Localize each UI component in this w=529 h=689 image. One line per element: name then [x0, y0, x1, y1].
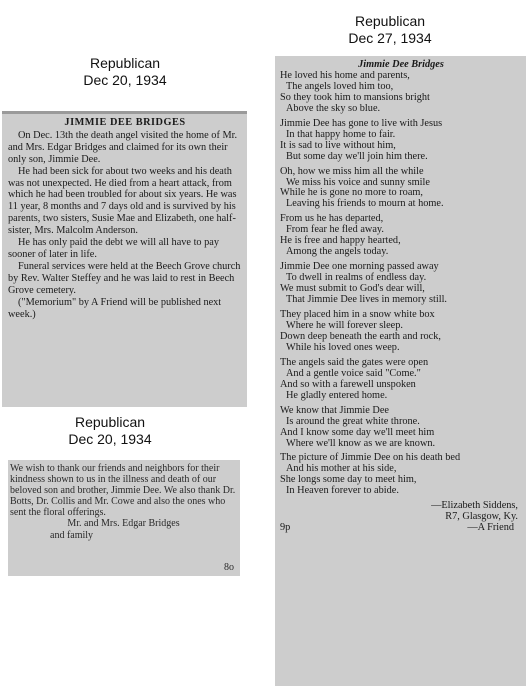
poem-line: While he is gone no more to roam, — [280, 187, 423, 199]
caption-paper: Republican — [74, 414, 146, 430]
poem-line: The picture of Jimmie Dee on his death bed — [280, 452, 461, 464]
poem-line: We must submit to God's dear will, — [280, 283, 425, 295]
poem-line: The angels loved him too, — [286, 80, 394, 92]
poem-line: Jimmie Dee one morning passed away — [280, 261, 439, 273]
poem-line: That Jimmie Dee lives in memory still. — [286, 294, 448, 306]
poem-line: Where we'll know as we are known. — [286, 437, 436, 449]
poem-line: So they took him to mansions bright — [280, 91, 430, 103]
poem-line: And a gentle voice said "Come." — [286, 367, 421, 379]
caption-paper: Republican — [354, 13, 426, 29]
poem-line: Above the sky so blue. — [286, 102, 381, 114]
poem-clipping — [275, 56, 526, 686]
poem-line: They placed him in a snow white box — [280, 309, 435, 321]
poem-line: And so with a farewell unspoken — [280, 378, 416, 390]
poem-line: Is around the great white throne. — [286, 415, 420, 427]
poem-line: Down deep beneath the earth and rock, — [280, 330, 441, 342]
poem-line: Jimmie Dee has gone to live with Jesus — [280, 117, 443, 129]
caption-obituary — [60, 55, 190, 89]
poem-line: And I know some day we'll meet him — [280, 426, 435, 438]
poem-stanza — [280, 119, 522, 163]
obituary-paragraph: ("Memorium" by A Friend will be published next week.) — [8, 296, 222, 320]
thanks-signature-family: and family — [50, 529, 94, 541]
poem-stanza — [280, 214, 522, 258]
thanks-signature: Mr. and Mrs. Edgar Bridges — [67, 518, 180, 530]
poem-line: Where he will forever sleep. — [286, 319, 403, 331]
caption-thanks — [45, 414, 175, 448]
caption-date: Dec 20, 1934 — [83, 72, 167, 88]
poem-stanza — [280, 310, 522, 354]
poem-line: We miss his voice and sunny smile — [286, 176, 430, 188]
card-of-thanks-clipping — [8, 460, 240, 576]
caption-date: Dec 27, 1934 — [348, 30, 432, 46]
obituary-paragraph: He had been sick for about two weeks and his death was not unexpected. He died from a heart attack, from which he had been troubled for about six years. He was 11 year, 8 months and 7 days old and is survived by his parents, two sisters, Susie Mae and Elizabeth, one half-sister, Mrs. Malcolm Anderson. — [8, 165, 237, 237]
caption-paper: Republican — [89, 55, 161, 71]
poem-footer — [280, 523, 522, 534]
obituary-paragraph: He has only paid the debt we will all have to pay sooner of later in life. — [8, 237, 220, 260]
thanks-code: 8o — [224, 561, 234, 573]
obituary-heading: JIMMIE DEE BRIDGES — [64, 117, 186, 128]
poem-line: From fear he fled away. — [286, 224, 384, 236]
poem-stanza — [280, 167, 522, 211]
poem-line: The angels said the gates were open — [280, 356, 429, 368]
poem-line: It is sad to live without him, — [280, 139, 396, 151]
caption-poem — [325, 13, 455, 47]
poem-line: He gladly entered home. — [286, 389, 388, 401]
poem-line: Leaving his friends to mourn at home. — [286, 198, 444, 210]
poem-line: To dwell in realms of endless day. — [286, 272, 427, 284]
poem-line: From us he has departed, — [280, 213, 384, 225]
obituary-clipping — [2, 111, 247, 407]
poem-line: He loved his home and parents, — [280, 69, 410, 81]
poem-line: He is free and happy hearted, — [280, 235, 401, 247]
poem-line: While his loved ones weep. — [286, 341, 400, 353]
poem-line: But some day we'll join him there. — [286, 150, 428, 162]
poem-title: Jimmie Dee Bridges — [358, 59, 444, 70]
poem-line: Oh, how we miss him all the while — [280, 165, 424, 177]
poem-line: And his mother at his side, — [286, 463, 397, 475]
poem-line: In that happy home to fair. — [286, 128, 396, 140]
poem-signoff: —A Friend — [467, 522, 514, 534]
obituary-paragraph: Funeral services were held at the Beech Grove church by Rev. Walter Steffey and he was laid to rest in Beech Grove cemetery. — [8, 260, 241, 296]
poem-line: Among the angels today. — [286, 246, 389, 258]
caption-date: Dec 20, 1934 — [68, 431, 152, 447]
obituary-paragraph: On Dec. 13th the death angel visited the home of Mr. and Mrs. Edgar Bridges and claimed for its own their only son, Jimmie Dee. — [8, 129, 238, 165]
poem-stanza — [280, 453, 522, 497]
poem-line: She longs some day to meet him, — [280, 474, 417, 486]
poem-line: We know that Jimmie Dee — [280, 404, 389, 416]
poem-attribution-place: R7, Glasgow, Ky. — [445, 511, 518, 523]
poem-attribution-name: —Elizabeth Siddens, — [431, 500, 518, 512]
thanks-text: We wish to thank our friends and neighbors for their kindness shown to us in the illness and death of our beloved son and brother, Jimmie Dee. We also thank Dr. Botts, Dr. Collis and Mr. Cowe and also the ones who sent the floral offerings. — [10, 463, 236, 519]
poem-stanzas — [280, 71, 522, 497]
poem-code: 9p — [280, 522, 291, 534]
poem-stanza — [280, 262, 522, 306]
poem-stanza — [280, 406, 522, 450]
poem-stanza — [280, 71, 522, 115]
poem-line: In Heaven forever to abide. — [286, 485, 399, 497]
poem-stanza — [280, 358, 522, 402]
